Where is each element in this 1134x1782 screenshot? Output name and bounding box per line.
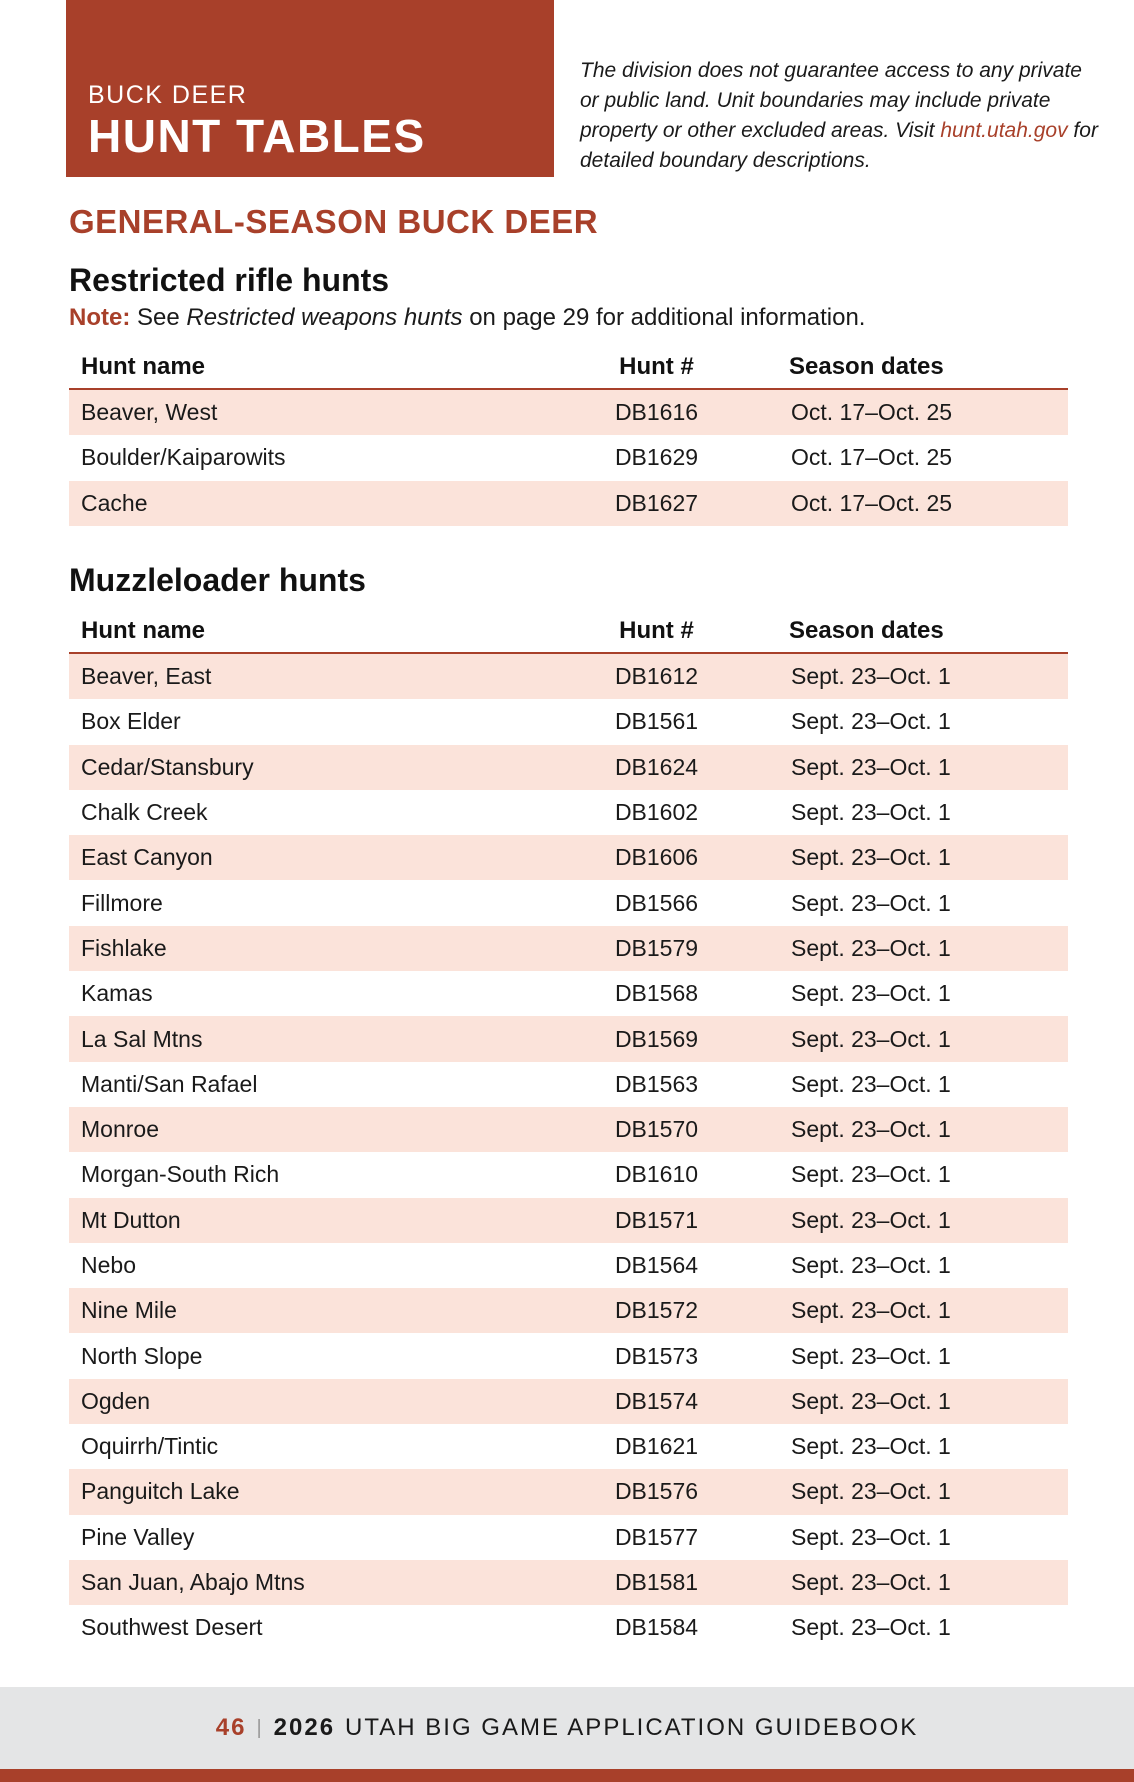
season-dates-cell: Sept. 23–Oct. 1	[791, 1070, 951, 1097]
season-dates-cell: Sept. 23–Oct. 1	[791, 1297, 951, 1324]
header-banner	[66, 0, 554, 177]
hunt-name-cell: Nebo	[81, 1252, 136, 1278]
season-dates-cell: Sept. 23–Oct. 1	[791, 1433, 951, 1460]
col-hunt-number: Hunt #	[619, 353, 694, 380]
page-title: HUNT TABLES	[88, 110, 426, 162]
header-kicker: BUCK DEER	[88, 81, 248, 109]
table-row	[69, 1560, 1068, 1605]
hunt-name-cell: Ogden	[81, 1387, 151, 1414]
hunt-number-cell: DB1576	[614, 1478, 699, 1505]
season-dates-cell: Sept. 23–Oct. 1	[791, 1478, 951, 1505]
season-dates-cell: Sept. 23–Oct. 1	[791, 1252, 951, 1278]
hunt-number-cell: DB1569	[614, 1025, 699, 1052]
hunt-name-cell: Cedar/Stansbury	[81, 753, 254, 780]
hunt-name-cell: Fishlake	[81, 934, 167, 961]
hunt-number-cell: DB1574	[614, 1387, 699, 1414]
muzzleloader-title: Muzzleloader hunts	[69, 562, 366, 598]
hunt-name-cell: Morgan-South Rich	[81, 1161, 280, 1188]
hunt-number-cell: DB1584	[614, 1614, 699, 1641]
table-row	[69, 971, 1068, 1016]
hunt-number-cell: DB1627	[614, 489, 699, 516]
footer-separator: |	[256, 1716, 264, 1739]
table-row	[69, 1379, 1068, 1424]
note-text-end: on page 29 for additional information.	[462, 304, 866, 331]
table-row	[69, 790, 1068, 835]
note-label: Note:	[69, 304, 131, 331]
season-dates-cell: Sept. 23–Oct. 1	[791, 980, 951, 1007]
hunt-number-cell: DB1564	[614, 1252, 699, 1278]
footer-title: UTAH BIG GAME APPLICATION GUIDEBOOK	[345, 1714, 919, 1741]
table-row	[69, 481, 1068, 526]
season-dates-cell: Sept. 23–Oct. 1	[791, 753, 951, 780]
hunt-number-cell: DB1570	[614, 1116, 699, 1143]
hunt-number-cell: DB1610	[614, 1161, 699, 1188]
table-row	[69, 1243, 1068, 1288]
season-dates-cell: Sept. 23–Oct. 1	[791, 844, 951, 871]
page-number: 46	[215, 1714, 247, 1741]
table-row	[69, 745, 1068, 790]
hunt-name-cell: Oquirrh/Tintic	[81, 1433, 219, 1460]
season-dates-cell: Sept. 23–Oct. 1	[791, 889, 951, 916]
table-row	[69, 1107, 1068, 1152]
hunt-number-cell: DB1629	[614, 444, 699, 471]
hunt-name-cell: Monroe	[81, 1116, 159, 1143]
table-row	[69, 1605, 1068, 1650]
disclaimer	[580, 56, 1100, 176]
hunt-number-cell: DB1612	[614, 663, 699, 690]
table-row	[69, 1424, 1068, 1469]
season-dates-cell: Sept. 23–Oct. 1	[791, 1523, 951, 1550]
table-row	[69, 1515, 1068, 1560]
season-dates-cell: Sept. 23–Oct. 1	[791, 1025, 951, 1052]
table-row	[69, 1152, 1068, 1197]
hunt-name-cell: Cache	[81, 489, 148, 516]
hunt-name-cell: Beaver, East	[81, 663, 212, 690]
table-row	[69, 1062, 1068, 1107]
footer-year: 2026	[273, 1714, 336, 1741]
section-title: GENERAL-SEASON BUCK DEER	[69, 203, 599, 240]
hunt-name-cell: Nine Mile	[81, 1297, 177, 1324]
hunt-number-cell: DB1572	[614, 1297, 699, 1324]
table-row	[69, 835, 1068, 880]
table-row	[69, 1469, 1068, 1514]
season-dates-cell: Sept. 23–Oct. 1	[791, 1342, 951, 1369]
table-row	[69, 654, 1068, 699]
hunt-name-cell: Fillmore	[81, 889, 163, 916]
muzzleloader-table	[69, 610, 1068, 1651]
note	[69, 304, 865, 332]
hunt-name-cell: Box Elder	[81, 708, 181, 735]
table-row	[69, 926, 1068, 971]
hunt-number-cell: DB1568	[614, 980, 699, 1007]
hunt-number-cell: DB1561	[614, 708, 699, 735]
hunt-number-cell: DB1621	[614, 1433, 699, 1460]
season-dates-cell: Sept. 23–Oct. 1	[791, 1614, 951, 1641]
col-hunt-name: Hunt name	[81, 353, 206, 380]
hunt-number-cell: DB1581	[614, 1569, 699, 1596]
hunt-name-cell: Boulder/Kaiparowits	[81, 444, 286, 471]
hunt-number-cell: DB1616	[614, 399, 699, 426]
hunt-name-cell: La Sal Mtns	[81, 1025, 203, 1052]
table-body	[69, 654, 1068, 1651]
restricted-title: Restricted rifle hunts	[69, 262, 390, 298]
table-row	[69, 699, 1068, 744]
table-row	[69, 390, 1068, 435]
hunt-number-cell: DB1566	[614, 889, 699, 916]
table-row	[69, 435, 1068, 480]
season-dates-cell: Sept. 23–Oct. 1	[791, 708, 951, 735]
col-hunt-name: Hunt name	[81, 617, 206, 644]
hunt-number-cell: DB1624	[614, 753, 699, 780]
table-row	[69, 880, 1068, 925]
restricted-table	[69, 346, 1068, 526]
hunt-number-cell: DB1573	[614, 1342, 699, 1369]
hunt-name-cell: Mt Dutton	[81, 1206, 181, 1233]
hunt-name-cell: San Juan, Abajo Mtns	[81, 1569, 305, 1596]
hunt-name-cell: East Canyon	[81, 844, 213, 871]
season-dates-cell: Sept. 23–Oct. 1	[791, 799, 951, 826]
hunt-name-cell: Southwest Desert	[81, 1614, 263, 1641]
hunt-name-cell: Chalk Creek	[81, 799, 208, 826]
season-dates-cell: Sept. 23–Oct. 1	[791, 1387, 951, 1414]
note-text: See	[130, 304, 187, 331]
table-row	[69, 1288, 1068, 1333]
hunt-name-cell: Kamas	[81, 980, 153, 1007]
hunt-number-cell: DB1602	[614, 799, 699, 826]
season-dates-cell: Sept. 23–Oct. 1	[791, 1569, 951, 1596]
table-header	[69, 346, 1068, 390]
hunt-number-cell: DB1577	[614, 1523, 699, 1550]
season-dates-cell: Oct. 17–Oct. 25	[791, 399, 953, 426]
hunt-number-cell: DB1571	[614, 1206, 699, 1233]
table-row	[69, 1016, 1068, 1061]
season-dates-cell: Oct. 17–Oct. 25	[791, 489, 953, 516]
table-body	[69, 390, 1068, 526]
table-header	[69, 610, 1068, 654]
season-dates-cell: Sept. 23–Oct. 1	[791, 1161, 951, 1188]
bottom-accent-bar	[0, 1769, 1134, 1782]
season-dates-cell: Sept. 23–Oct. 1	[791, 1206, 951, 1233]
hunt-number-cell: DB1606	[614, 844, 699, 871]
disclaimer-text: The division does not guarantee access to any private or public land. Unit boundaries may include private property or other excluded areas. Visit	[580, 59, 1082, 142]
hunt-name-cell: Beaver, West	[81, 399, 218, 426]
boundary-link[interactable]: hunt.utah.gov	[940, 119, 1068, 142]
col-hunt-number: Hunt #	[619, 617, 694, 644]
hunt-name-cell: Manti/San Rafael	[81, 1070, 258, 1097]
note-reference: Restricted weapons hunts	[186, 304, 463, 331]
season-dates-cell: Sept. 23–Oct. 1	[791, 1116, 951, 1143]
table-row	[69, 1198, 1068, 1243]
col-season-dates: Season dates	[789, 617, 944, 644]
hunt-number-cell: DB1579	[614, 934, 699, 961]
hunt-name-cell: North Slope	[81, 1342, 203, 1369]
col-season-dates: Season dates	[789, 353, 944, 380]
page-footer	[0, 1687, 1134, 1769]
season-dates-cell: Sept. 23–Oct. 1	[791, 934, 951, 961]
hunt-name-cell: Pine Valley	[81, 1523, 195, 1550]
disclaimer-text-end: for detailed boundary descriptions.	[580, 119, 1098, 172]
hunt-number-cell: DB1563	[614, 1070, 699, 1097]
hunt-name-cell: Panguitch Lake	[81, 1478, 240, 1505]
season-dates-cell: Sept. 23–Oct. 1	[791, 663, 951, 690]
table-row	[69, 1333, 1068, 1378]
season-dates-cell: Oct. 17–Oct. 25	[791, 444, 953, 471]
